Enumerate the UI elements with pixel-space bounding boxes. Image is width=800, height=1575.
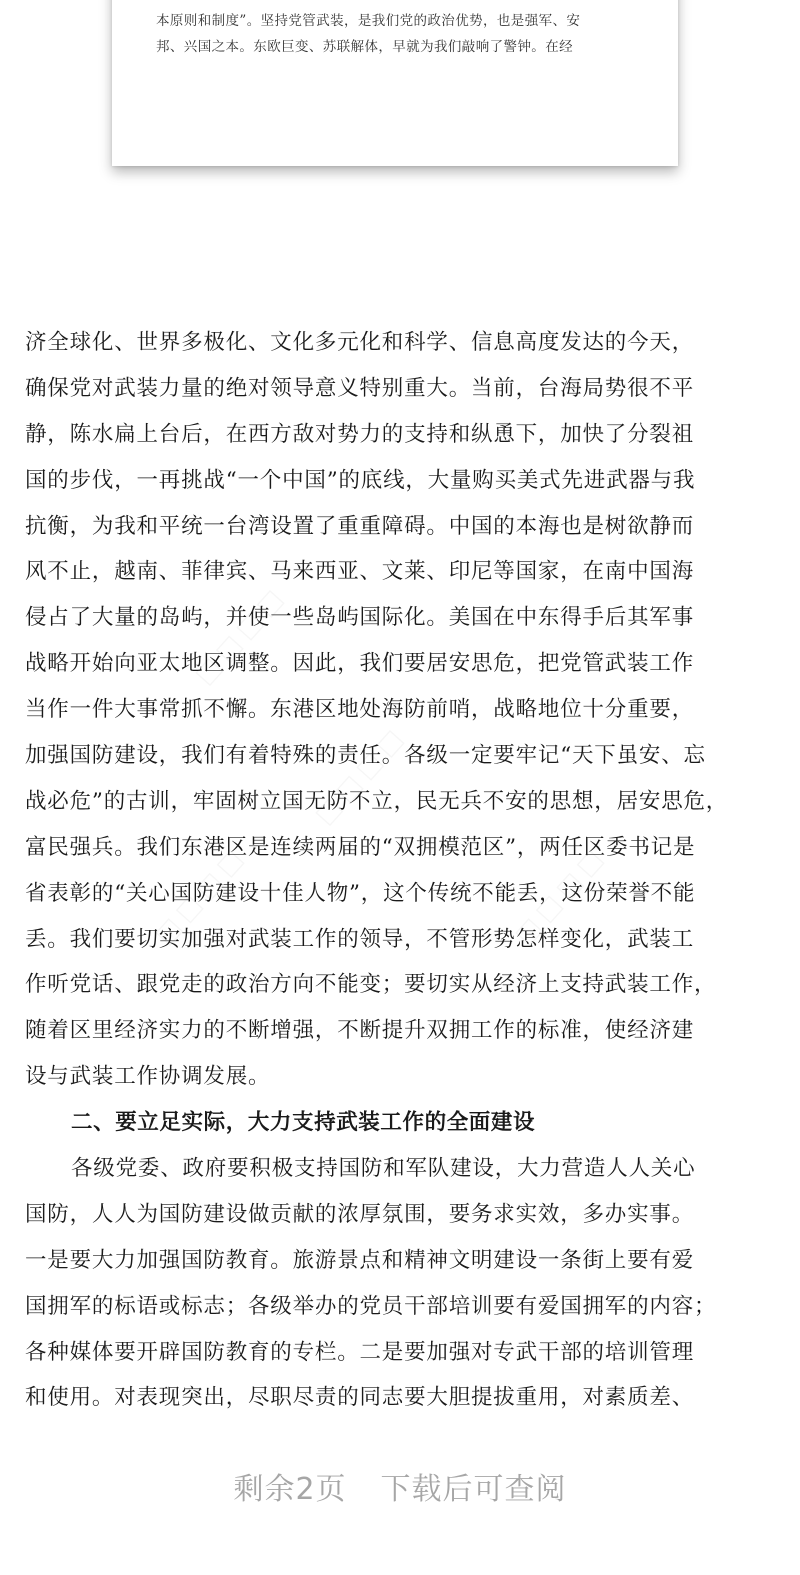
paragraph-line: 侵占了大量的岛屿，并使一些岛屿国际化。美国在中东得手后其军事 bbox=[25, 605, 695, 631]
download-to-view-link[interactable]: 下载后可查阅 bbox=[380, 1472, 567, 1507]
preview-text-line: 本原则和制度”。坚持党管武装，是我们党的政治优势，也是强军、安 bbox=[156, 13, 581, 29]
paragraph-line: 加强国防建设，我们有着特殊的责任。各级一定要牢记“天下虽安、忘 bbox=[25, 743, 706, 769]
paragraph-line: 各级党委、政府要积极支持国防和军队建设，大力营造人人关心 bbox=[71, 1156, 696, 1182]
paragraph-line: 丢。我们要切实加强对武装工作的领导，不管形势怎样变化，武装工 bbox=[25, 926, 695, 952]
document-body bbox=[25, 320, 785, 1421]
preview-clipped-line bbox=[156, 0, 634, 8]
paragraph-line: 富民强兵。我们东港区是连续两届的“双拥模范区”，两任区委书记是 bbox=[25, 834, 696, 860]
paragraph-line: 一是要大力加强国防教育。旅游景点和精神文明建设一条街上要有爱 bbox=[25, 1247, 695, 1273]
paragraph-line: 设与武装工作协调发展。 bbox=[25, 1064, 271, 1090]
paragraph-line: 静，陈水扁上台后，在西方敌对势力的支持和纵恿下，加快了分裂祖 bbox=[25, 421, 695, 447]
paragraph-line: 抗衡，为我和平统一台湾设置了重重障碍。中国的本海也是树欲静而 bbox=[25, 513, 695, 539]
paragraph-line: 济全球化、世界多极化、文化多元化和科学、信息高度发达的今天， bbox=[25, 330, 695, 355]
section-heading: 二、要立足实际，大力支持武装工作的全面建设 bbox=[71, 1110, 536, 1136]
paragraph-line: 国防，人人为国防建设做贡献的浓厚氛围，要务求实效，多办实事。 bbox=[25, 1201, 695, 1227]
paragraph-line: 作听党话、跟党走的政治方向不能变；要切实从经济上支持武装工作， bbox=[25, 972, 717, 998]
paragraph-line: 随着区里经济实力的不断增强，不断提升双拥工作的标准，使经济建 bbox=[25, 1018, 695, 1044]
paragraph-line: 和使用。对表现突出，尽职尽责的同志要大胆提拔重用，对素质差、 bbox=[25, 1385, 695, 1411]
preview-text-line: 邦、兴国之本。东欧巨变、苏联解体，早就为我们敲响了警钟。在经 bbox=[156, 39, 573, 55]
paragraph-line: 国拥军的标语或标志；各级举办的党员干部培训要有爱国拥军的内容； bbox=[25, 1293, 717, 1319]
remaining-pages-label: 剩余2页 bbox=[233, 1472, 347, 1507]
paragraph-line: 国的步伐，一再挑战“一个中国”的底线，大量购买美式先进武器与我 bbox=[25, 467, 696, 493]
paragraph-line: 省表彰的“关心国防建设十佳人物”，这个传统不能丢，这份荣誉不能 bbox=[25, 880, 696, 906]
paragraph-line: 确保党对武装力量的绝对领导意义特别重大。当前，台海局势很不平 bbox=[25, 375, 695, 401]
download-prompt-banner[interactable] bbox=[0, 1455, 800, 1525]
paragraph-line: 当作一件大事常抓不懈。东港区地处海防前哨，战略地位十分重要， bbox=[25, 697, 695, 723]
paragraph-line: 战必危”的古训，牢固树立国无防不立，民无兵不安的思想，居安思危， bbox=[25, 788, 729, 814]
paragraph-line: 战略开始向亚太地区调整。因此，我们要居安思危，把党管武装工作 bbox=[25, 651, 695, 677]
preview-page-card bbox=[112, 0, 678, 166]
paragraph-line: 风不止，越南、菲律宾、马来西亚、文莱、印尼等国家，在南中国海 bbox=[25, 559, 695, 585]
paragraph-line: 各种媒体要开辟国防教育的专栏。二是要加强对专武干部的培训管理 bbox=[25, 1339, 695, 1365]
